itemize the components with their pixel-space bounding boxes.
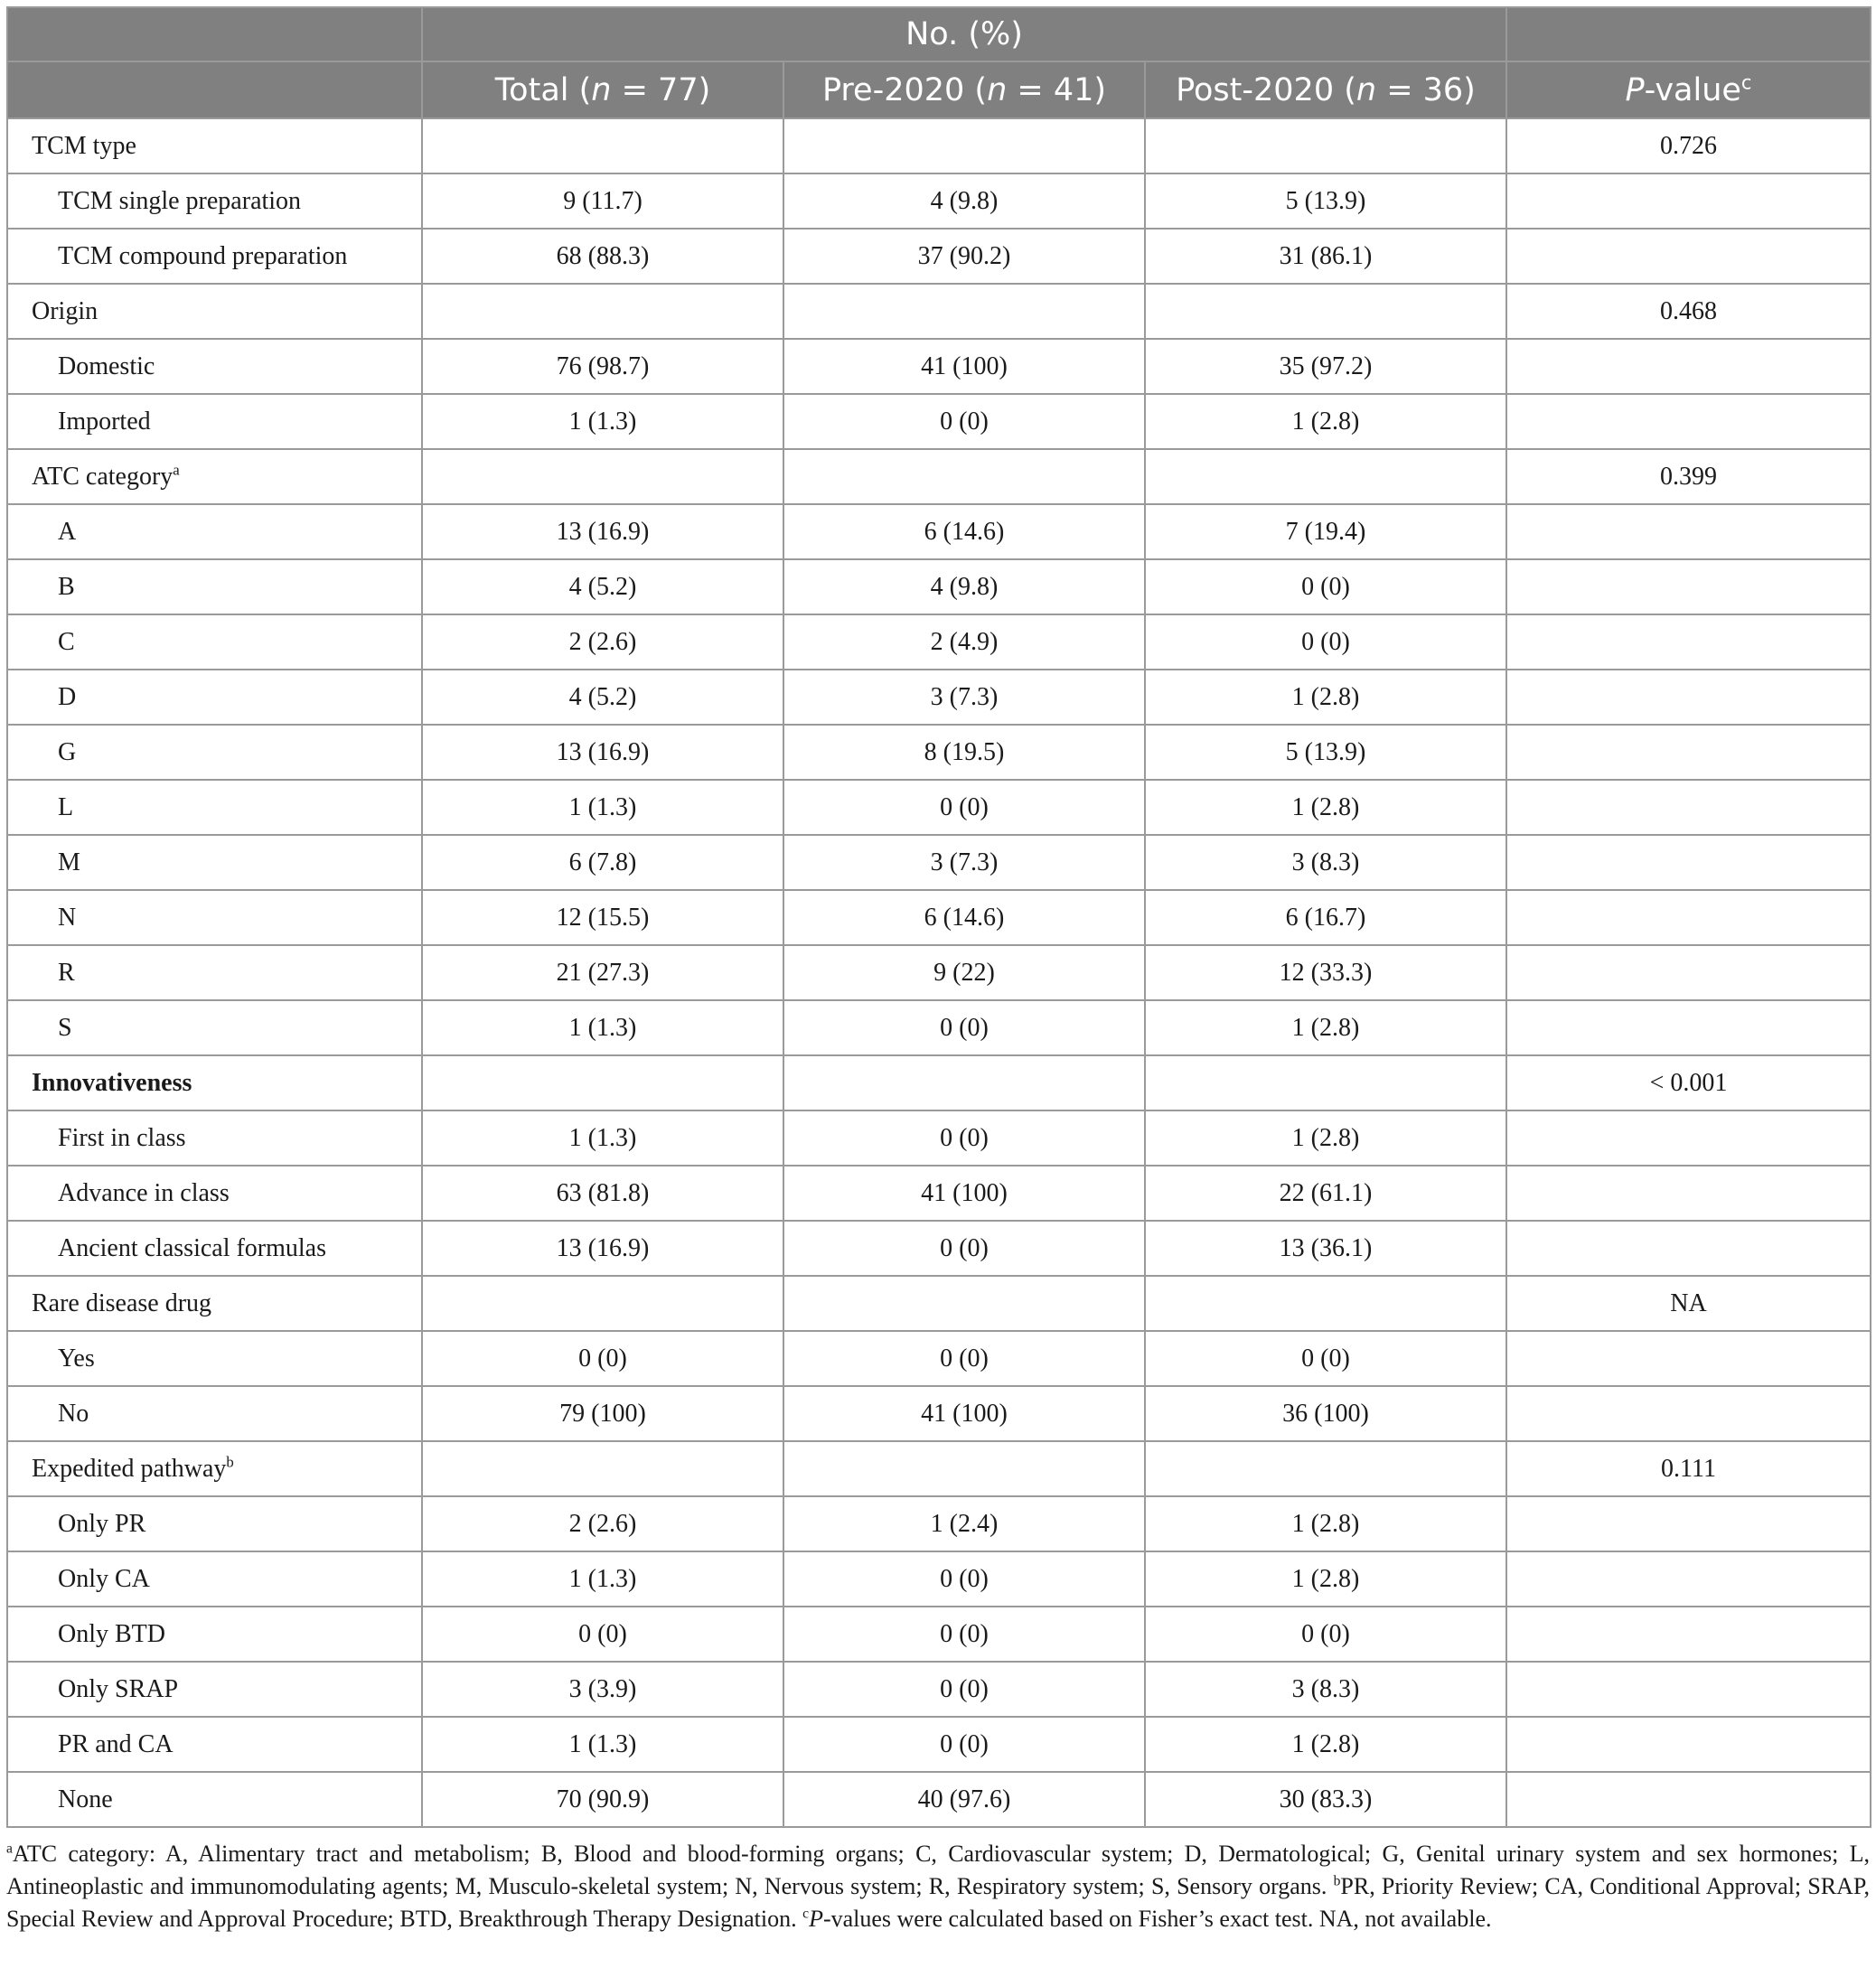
cell-post-2020: 1 (2.8)	[1145, 1000, 1506, 1055]
category-row	[7, 284, 1871, 339]
table-row	[7, 339, 1871, 394]
row-label	[7, 173, 422, 229]
cell-p-value	[1506, 614, 1871, 670]
cell-p-value	[1506, 1166, 1871, 1221]
row-label	[7, 1110, 422, 1166]
cell-total: 63 (81.8)	[422, 1166, 783, 1221]
cell-total	[422, 1055, 783, 1110]
cell-pre-2020	[783, 449, 1145, 504]
cell-p-value	[1506, 559, 1871, 614]
cell-p-value	[1506, 504, 1871, 559]
cell-pre-2020	[783, 1055, 1145, 1110]
row-label-text: TCM type	[32, 131, 136, 160]
table-row	[7, 614, 1871, 670]
cell-post-2020: 31 (86.1)	[1145, 229, 1506, 284]
row-label-text: D	[58, 682, 77, 711]
table-row	[7, 945, 1871, 1000]
row-label	[7, 284, 422, 339]
table-row	[7, 890, 1871, 945]
table-row	[7, 1551, 1871, 1607]
cell-pre-2020: 0 (0)	[783, 1662, 1145, 1717]
row-label	[7, 1331, 422, 1386]
footnote-marker: b	[226, 1453, 234, 1471]
footnote-a: ATC category: A, Alimentary tract and metabolism; B, Blood and blood-forming organs; C, Cardiovascular system; D, Dermatological; G, Genital urinary system and sex hormones; L, Antineoplastic and immunomodulating agents; M, Musculo-skeletal system; N, Nervous system; R, Respiratory system; S, Sensory organs.	[6, 1841, 1870, 1899]
cell-p-value	[1506, 725, 1871, 780]
cell-post-2020	[1145, 1055, 1506, 1110]
cell-post-2020: 1 (2.8)	[1145, 780, 1506, 835]
table-row	[7, 780, 1871, 835]
row-label	[7, 1772, 422, 1827]
cell-p-value: 0.468	[1506, 284, 1871, 339]
table-row	[7, 394, 1871, 449]
cell-pre-2020	[783, 1441, 1145, 1496]
cell-total: 9 (11.7)	[422, 173, 783, 229]
cell-total: 1 (1.3)	[422, 1110, 783, 1166]
row-label-text: Innovativeness	[32, 1068, 192, 1097]
table-header	[7, 7, 1871, 118]
cell-total: 12 (15.5)	[422, 890, 783, 945]
cell-post-2020: 7 (19.4)	[1145, 504, 1506, 559]
cell-post-2020	[1145, 449, 1506, 504]
footnote-b-marker: b	[1333, 1873, 1341, 1889]
row-label	[7, 1386, 422, 1441]
cell-p-value	[1506, 1607, 1871, 1662]
row-label-text: Domestic	[58, 351, 155, 380]
cell-pre-2020: 0 (0)	[783, 1551, 1145, 1607]
row-label-text: First in class	[58, 1123, 186, 1152]
row-label	[7, 229, 422, 284]
row-label	[7, 945, 422, 1000]
row-label-text: Advance in class	[58, 1178, 230, 1207]
row-label-text: Origin	[32, 296, 98, 325]
cell-pre-2020: 3 (7.3)	[783, 670, 1145, 725]
cell-p-value	[1506, 1717, 1871, 1772]
row-label	[7, 1607, 422, 1662]
cell-p-value	[1506, 1386, 1871, 1441]
category-row	[7, 1055, 1871, 1110]
cell-p-value: NA	[1506, 1276, 1871, 1331]
table-row	[7, 670, 1871, 725]
footnote-c-marker: c	[802, 1906, 810, 1922]
row-label	[7, 1496, 422, 1551]
cell-pre-2020: 4 (9.8)	[783, 559, 1145, 614]
data-table	[6, 6, 1871, 1828]
cell-p-value	[1506, 780, 1871, 835]
header-empty-cell	[1506, 7, 1871, 61]
cell-total: 0 (0)	[422, 1331, 783, 1386]
cell-pre-2020	[783, 118, 1145, 173]
table-row	[7, 1607, 1871, 1662]
row-label-text: M	[58, 848, 80, 876]
cell-p-value	[1506, 1331, 1871, 1386]
cell-post-2020: 3 (8.3)	[1145, 835, 1506, 890]
table-row	[7, 173, 1871, 229]
row-label-text: Imported	[58, 407, 151, 436]
cell-p-value	[1506, 394, 1871, 449]
cell-total: 70 (90.9)	[422, 1772, 783, 1827]
row-label-text: Only SRAP	[58, 1674, 179, 1703]
cell-total: 2 (2.6)	[422, 614, 783, 670]
row-label	[7, 890, 422, 945]
cell-pre-2020: 6 (14.6)	[783, 504, 1145, 559]
cell-post-2020: 0 (0)	[1145, 614, 1506, 670]
cell-pre-2020: 0 (0)	[783, 1221, 1145, 1276]
cell-pre-2020: 4 (9.8)	[783, 173, 1145, 229]
cell-post-2020: 12 (33.3)	[1145, 945, 1506, 1000]
cell-total	[422, 118, 783, 173]
cell-p-value	[1506, 670, 1871, 725]
cell-p-value	[1506, 229, 1871, 284]
cell-post-2020	[1145, 1441, 1506, 1496]
row-label-text: No	[58, 1399, 89, 1428]
cell-p-value	[1506, 890, 1871, 945]
cell-total: 76 (98.7)	[422, 339, 783, 394]
row-label-text: Expedited pathway	[32, 1454, 227, 1483]
cell-post-2020: 1 (2.8)	[1145, 1496, 1506, 1551]
row-label-text: ATC category	[32, 462, 174, 491]
row-label	[7, 559, 422, 614]
row-label-text: TCM single preparation	[58, 186, 302, 215]
cell-p-value: < 0.001	[1506, 1055, 1871, 1110]
cell-post-2020: 35 (97.2)	[1145, 339, 1506, 394]
table-row	[7, 504, 1871, 559]
table-row	[7, 1000, 1871, 1055]
cell-pre-2020: 3 (7.3)	[783, 835, 1145, 890]
table-row	[7, 1717, 1871, 1772]
cell-p-value	[1506, 1772, 1871, 1827]
cell-post-2020: 0 (0)	[1145, 1607, 1506, 1662]
row-label-text: Only BTD	[58, 1619, 165, 1648]
row-label	[7, 394, 422, 449]
table-row	[7, 1221, 1871, 1276]
cell-p-value	[1506, 1110, 1871, 1166]
cell-p-value: 0.111	[1506, 1441, 1871, 1496]
cell-pre-2020	[783, 284, 1145, 339]
cell-p-value	[1506, 1221, 1871, 1276]
row-label	[7, 449, 422, 504]
cell-pre-2020	[783, 1276, 1145, 1331]
cell-pre-2020: 0 (0)	[783, 394, 1145, 449]
row-label-text: L	[58, 792, 74, 821]
cell-pre-2020: 2 (4.9)	[783, 614, 1145, 670]
cell-post-2020: 30 (83.3)	[1145, 1772, 1506, 1827]
row-label-text: Ancient classical formulas	[58, 1233, 327, 1262]
cell-p-value: 0.726	[1506, 118, 1871, 173]
row-label-text: None	[58, 1785, 113, 1813]
table-row	[7, 725, 1871, 780]
cell-total: 1 (1.3)	[422, 1717, 783, 1772]
cell-p-value	[1506, 173, 1871, 229]
cell-pre-2020: 0 (0)	[783, 1110, 1145, 1166]
cell-post-2020	[1145, 118, 1506, 173]
cell-post-2020: 36 (100)	[1145, 1386, 1506, 1441]
table-container	[6, 6, 1870, 1935]
header-empty-cell	[7, 7, 422, 61]
header-empty-cell	[7, 61, 422, 118]
row-label	[7, 614, 422, 670]
cell-post-2020: 22 (61.1)	[1145, 1166, 1506, 1221]
table-row	[7, 229, 1871, 284]
category-row	[7, 118, 1871, 173]
cell-total	[422, 1441, 783, 1496]
cell-p-value	[1506, 339, 1871, 394]
col-header-pre-2020: Pre-2020 (n = 41)	[783, 61, 1145, 118]
footnote-b: PR, Priority Review; CA, Conditional Approval; SRAP, Special Review and Approval Procedure; BTD, Breakthrough Therapy Designation.	[6, 1873, 1870, 1932]
cell-post-2020: 1 (2.8)	[1145, 1551, 1506, 1607]
cell-pre-2020: 8 (19.5)	[783, 725, 1145, 780]
table-row	[7, 835, 1871, 890]
cell-total	[422, 449, 783, 504]
cell-total: 79 (100)	[422, 1386, 783, 1441]
cell-total: 13 (16.9)	[422, 504, 783, 559]
cell-total	[422, 1276, 783, 1331]
row-label-text: N	[58, 903, 77, 932]
row-label	[7, 1000, 422, 1055]
row-label	[7, 1055, 422, 1110]
group-header: No. (%)	[422, 7, 1506, 61]
footnote-marker: a	[173, 461, 180, 479]
row-label-text: A	[58, 517, 77, 546]
row-label	[7, 780, 422, 835]
cell-post-2020: 5 (13.9)	[1145, 173, 1506, 229]
cell-pre-2020: 41 (100)	[783, 339, 1145, 394]
row-label-text: B	[58, 572, 75, 601]
cell-total: 1 (1.3)	[422, 394, 783, 449]
cell-p-value	[1506, 1496, 1871, 1551]
row-label-text: PR and CA	[58, 1729, 174, 1758]
cell-p-value: 0.399	[1506, 449, 1871, 504]
row-label	[7, 835, 422, 890]
cell-pre-2020: 6 (14.6)	[783, 890, 1145, 945]
row-label-text: S	[58, 1013, 72, 1042]
table-row	[7, 1331, 1871, 1386]
table-row	[7, 1496, 1871, 1551]
row-label-text: C	[58, 627, 75, 656]
cell-post-2020: 1 (2.8)	[1145, 1110, 1506, 1166]
row-label	[7, 1662, 422, 1717]
cell-post-2020: 1 (2.8)	[1145, 1717, 1506, 1772]
row-label	[7, 504, 422, 559]
table-footnotes: $^a$ATC category: A, Alimentary tract and metabolism; B, Blood and blood-forming organs; C, Cardiovascular system; D, Dermatological; G, Genital urinary system and sex hormones; L, Antineoplastic and immunomodulating agents; M, Musculo-skeletal system; N, Nervous system; R, Respiratory system; S, Sensory organs. $^b$PR, Priority Review; CA, Conditional Approval; SRAP, Special Review and Approval Procedure; BTD, Breakthrough Therapy Designation. $^c$P-values were calculated based on Fisher’s exact test. NA, not available.	[6, 1841, 1870, 1932]
cell-post-2020: 0 (0)	[1145, 559, 1506, 614]
cell-post-2020: 0 (0)	[1145, 1331, 1506, 1386]
cell-total	[422, 284, 783, 339]
row-label	[7, 339, 422, 394]
cell-pre-2020: 41 (100)	[783, 1386, 1145, 1441]
cell-p-value	[1506, 1000, 1871, 1055]
table-row	[7, 1662, 1871, 1717]
cell-pre-2020: 40 (97.6)	[783, 1772, 1145, 1827]
row-label	[7, 1717, 422, 1772]
cell-total: 3 (3.9)	[422, 1662, 783, 1717]
table-row	[7, 1386, 1871, 1441]
cell-post-2020: 1 (2.8)	[1145, 670, 1506, 725]
cell-pre-2020: 41 (100)	[783, 1166, 1145, 1221]
row-label-text: Rare disease drug	[32, 1288, 212, 1317]
col-header-total: Total (n = 77)	[422, 61, 783, 118]
cell-p-value	[1506, 835, 1871, 890]
cell-total: 6 (7.8)	[422, 835, 783, 890]
row-label	[7, 1166, 422, 1221]
cell-post-2020: 13 (36.1)	[1145, 1221, 1506, 1276]
row-label-text: R	[58, 958, 75, 987]
cell-total: 68 (88.3)	[422, 229, 783, 284]
cell-pre-2020: 0 (0)	[783, 1607, 1145, 1662]
cell-total: 1 (1.3)	[422, 780, 783, 835]
table-row	[7, 1166, 1871, 1221]
row-label	[7, 725, 422, 780]
cell-total: 21 (27.3)	[422, 945, 783, 1000]
cell-total: 1 (1.3)	[422, 1551, 783, 1607]
cell-total: 2 (2.6)	[422, 1496, 783, 1551]
cell-post-2020	[1145, 1276, 1506, 1331]
table-row	[7, 1110, 1871, 1166]
col-header-post-2020: Post-2020 (n = 36)	[1145, 61, 1506, 118]
row-label	[7, 1551, 422, 1607]
col-header-p-value: P-value$^c$	[1506, 61, 1871, 118]
row-label-text: TCM compound preparation	[58, 241, 348, 270]
category-row	[7, 1441, 1871, 1496]
cell-post-2020: 3 (8.3)	[1145, 1662, 1506, 1717]
cell-pre-2020: 0 (0)	[783, 780, 1145, 835]
cell-total: 4 (5.2)	[422, 670, 783, 725]
row-label	[7, 1221, 422, 1276]
footnote-c: -values were calculated based on Fisher’s exact test. NA, not available.	[822, 1906, 1492, 1932]
row-label	[7, 1276, 422, 1331]
row-label-text: G	[58, 737, 77, 766]
cell-post-2020	[1145, 284, 1506, 339]
cell-post-2020: 1 (2.8)	[1145, 394, 1506, 449]
table-row	[7, 559, 1871, 614]
cell-total: 1 (1.3)	[422, 1000, 783, 1055]
cell-pre-2020: 0 (0)	[783, 1717, 1145, 1772]
row-label-text: Only CA	[58, 1564, 150, 1593]
cell-pre-2020: 9 (22)	[783, 945, 1145, 1000]
row-label-text: Only PR	[58, 1509, 146, 1538]
row-label-text: Yes	[58, 1344, 95, 1373]
row-label	[7, 670, 422, 725]
cell-total: 4 (5.2)	[422, 559, 783, 614]
table-body	[7, 118, 1871, 1827]
cell-post-2020: 5 (13.9)	[1145, 725, 1506, 780]
cell-post-2020: 6 (16.7)	[1145, 890, 1506, 945]
category-row	[7, 449, 1871, 504]
cell-pre-2020: 0 (0)	[783, 1331, 1145, 1386]
cell-pre-2020: 37 (90.2)	[783, 229, 1145, 284]
cell-p-value	[1506, 945, 1871, 1000]
cell-total: 13 (16.9)	[422, 1221, 783, 1276]
cell-total: 13 (16.9)	[422, 725, 783, 780]
cell-total: 0 (0)	[422, 1607, 783, 1662]
table-row	[7, 1772, 1871, 1827]
category-row	[7, 1276, 1871, 1331]
cell-p-value	[1506, 1662, 1871, 1717]
cell-pre-2020: 0 (0)	[783, 1000, 1145, 1055]
cell-pre-2020: 1 (2.4)	[783, 1496, 1145, 1551]
row-label	[7, 1441, 422, 1496]
footnote-a-marker: a	[6, 1841, 13, 1857]
cell-p-value	[1506, 1551, 1871, 1607]
row-label	[7, 118, 422, 173]
